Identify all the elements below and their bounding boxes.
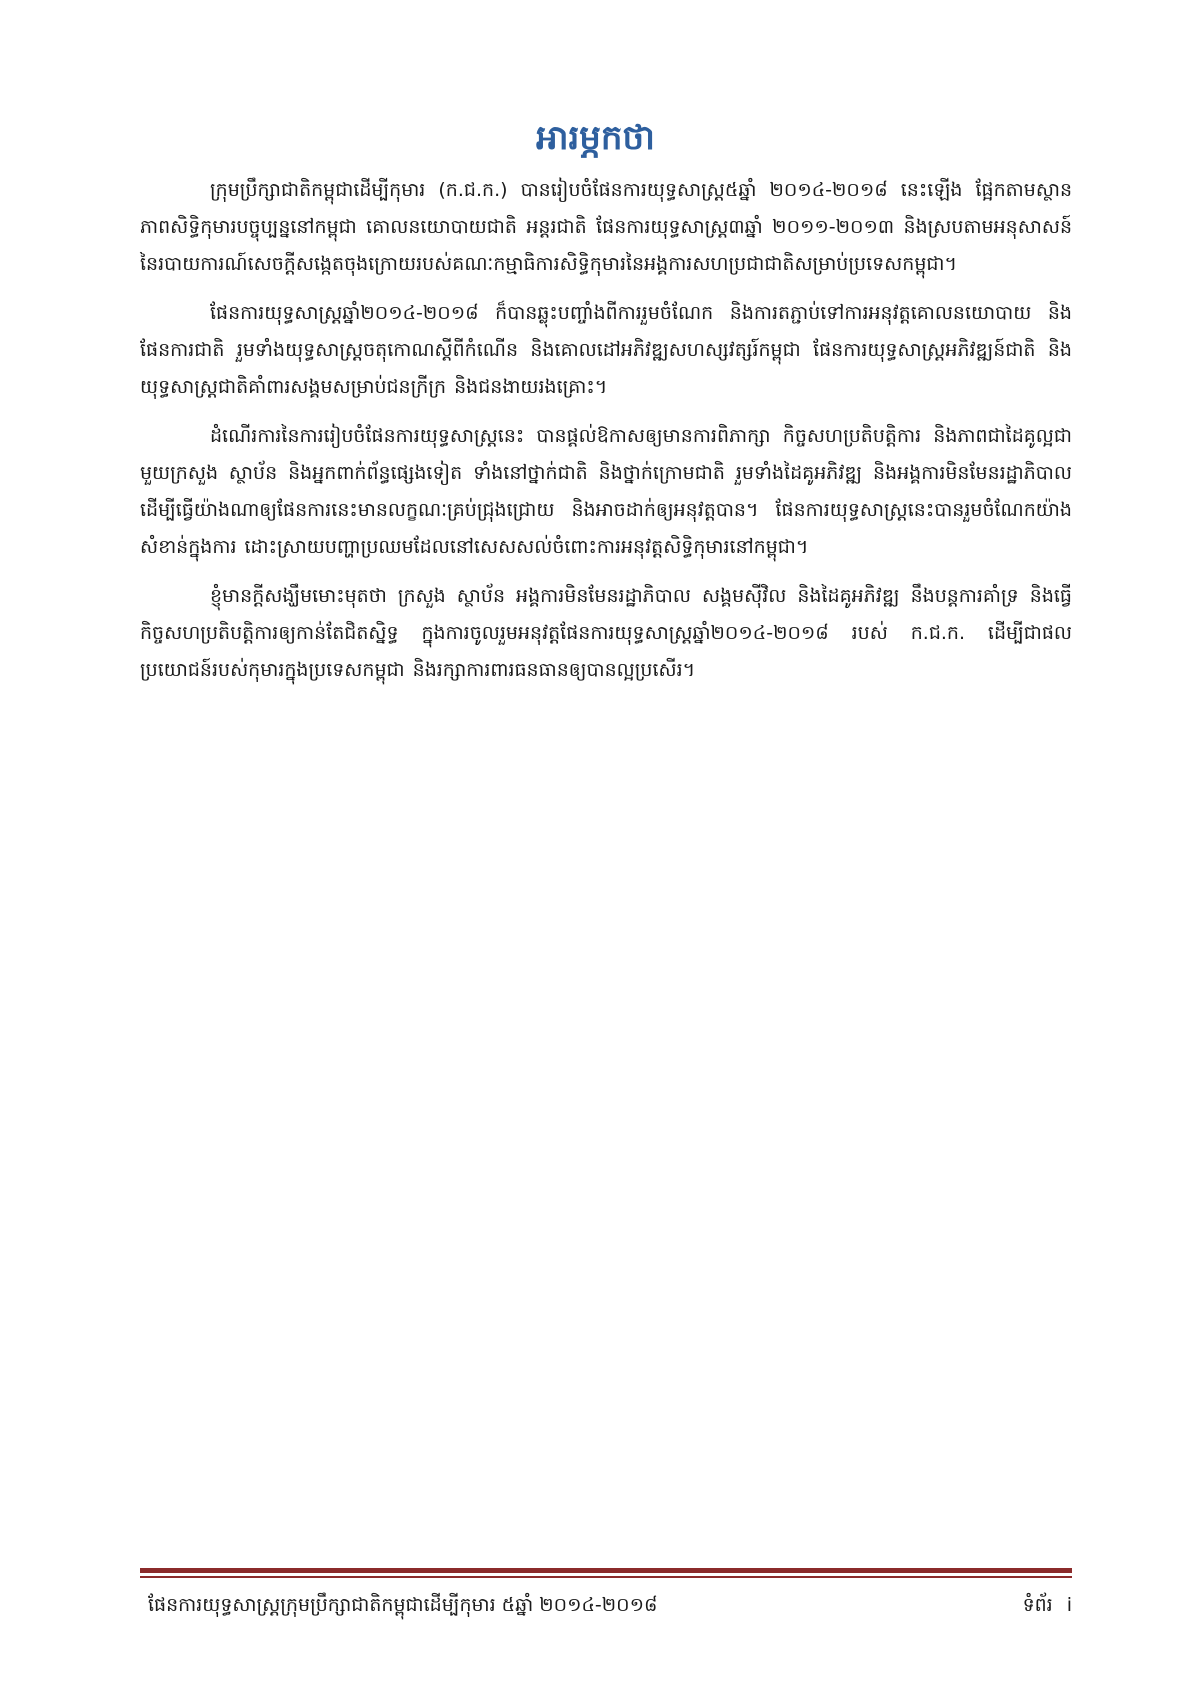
paragraph-4: ខ្ញុំមានក្តីសង្ឃឹមមោះមុតថា ក្រសួង ស្ថាប័ន អង្គការមិនមែនរដ្ឋាភិបាល សង្គមស៊ីវិល និងដៃគូអភិវឌ្ឍ នឹងបន្តការគាំទ្រ និងធ្វើកិច្ចសហប្រតិបត្តិការឲ្យកាន់តែជិតស្និទ្ធ ក្នុងការចូលរួមអនុវត្តផែនការយុទ្ធសាស្ត្រឆ្នាំ២០១៤-២០១៨ របស់ ក.ជ.ក. ដើម្បីជាផលប្រយោជន៍របស់កុមារក្នុងប្រទេសកម្ពុជា និងរក្សាការពារធនធានឲ្យបានល្អប្រសើរ។ <box>140 585 1072 681</box>
footer-page-label: ទំព័រ <box>1022 1594 1053 1616</box>
footer-divider <box>140 1568 1072 1573</box>
page-title: អារម្ភកថា <box>536 118 655 158</box>
footer-page-indicator <box>1023 1585 1072 1625</box>
footer-document-title: ផែនការយុទ្ធសាស្ត្រក្រុមប្រឹក្សាជាតិកម្ពុជាដើម្បីកុមារ ៥ឆ្នាំ ២០១៤-២០១៨ <box>148 1594 658 1616</box>
paragraph-3: ដំណើរការនៃការរៀបចំផែនការយុទ្ធសាស្ត្រនេះ បានផ្តល់ឱកាសឲ្យមានការពិភាក្សា កិច្ចសហប្រតិបត្តិការ និងភាពជាដៃគូល្អជាមួយក្រសួង ស្ថាប័ន និងអ្នកពាក់ព័ន្ធផ្សេងទៀត ទាំងនៅថ្នាក់ជាតិ និងថ្នាក់ក្រោមជាតិ រួមទាំងដៃគូអភិវឌ្ឍ និងអង្គការមិនមែនរដ្ឋាភិបាល ដើម្បីធ្វើយ៉ាងណាឲ្យផែនការនេះមានលក្ខណៈគ្រប់ជ្រុងជ្រោយ និងអាចដាក់ឲ្យអនុវត្តបាន។ ផែនការយុទ្ធសាស្ត្រនេះបានរួមចំណែកយ៉ាងសំខាន់ក្នុងការ ដោះស្រាយបញ្ហាប្រឈមដែលនៅសេសសល់ចំពោះការអនុវត្តសិទ្ធិកុមារនៅកម្ពុជា។ <box>140 425 1072 558</box>
paragraph-2: ផែនការយុទ្ធសាស្ត្រឆ្នាំ២០១៤-២០១៨ ក៏បានឆ្លុះបញ្ចាំងពីការរួមចំណែក និងការតភ្ជាប់ទៅការអនុវត្តគោលនយោបាយ និងផែនការជាតិ រួមទាំងយុទ្ធសាស្ត្រចតុកោណស្តីពីកំណើន និងគោលដៅអភិវឌ្ឍសហស្សវត្សរ៍កម្ពុជា ផែនការយុទ្ធសាស្ត្រអភិវឌ្ឍន៍ជាតិ និងយុទ្ធសាស្ត្រជាតិគាំពារសង្គមសម្រាប់ជនក្រីក្រ និងជនងាយរងគ្រោះ។ <box>140 302 1072 398</box>
footer-divider-thin <box>140 1576 1072 1578</box>
body-text <box>140 172 1072 701</box>
page-footer <box>140 1585 1072 1625</box>
footer-page-number: i <box>1066 1594 1072 1616</box>
paragraph-1: ក្រុមប្រឹក្សាជាតិកម្ពុជាដើម្បីកុមារ (ក.ជ.ក.) បានរៀបចំផែនការយុទ្ធសាស្ត្រ៥ឆ្នាំ ២០១៤-២០១៨ នេះឡើង ផ្អែកតាមស្ថានភាពសិទ្ធិកុមារបច្ចុប្បន្ននៅកម្ពុជា គោលនយោបាយជាតិ អន្តរជាតិ ផែនការយុទ្ធសាស្ត្រ៣ឆ្នាំ ២០១១-២០១៣ និងស្របតាមអនុសាសន៍នៃរបាយការណ៍សេចក្តីសង្កេតចុងក្រោយរបស់គណៈកម្មាធិការសិទ្ធិកុមារនៃអង្គការសហប្រជាជាតិសម្រាប់ប្រទេសកម្ពុជា។ <box>140 179 1072 275</box>
